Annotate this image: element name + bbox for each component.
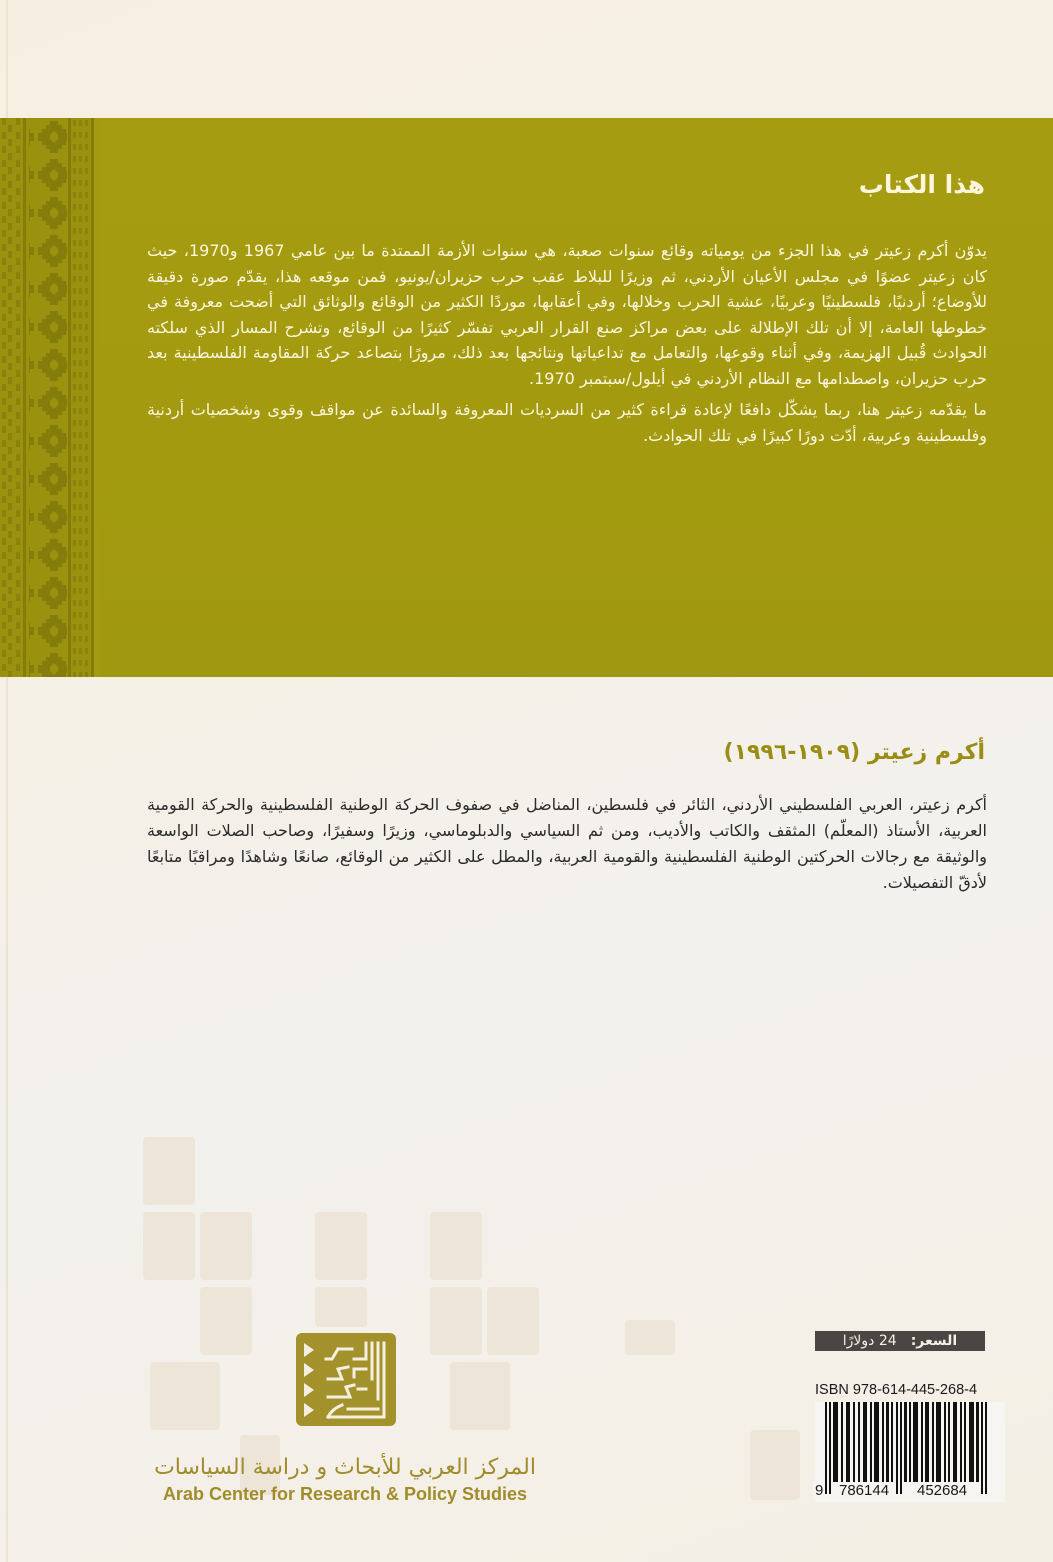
publisher-name-arabic: المركز العربي للأبحاث و دراسة السياسات [154, 1455, 536, 1480]
decorative-square [430, 1212, 482, 1280]
embroidery-pattern-icon [0, 118, 100, 677]
isbn-text: ISBN 978-614-445-268-4 [815, 1382, 978, 1398]
author-bio [147, 792, 987, 896]
decorative-square [430, 1287, 482, 1355]
decorative-square [450, 1362, 510, 1430]
about-book-title: هذا الكتاب [858, 170, 985, 199]
about-book-text [147, 238, 987, 454]
barcode-digits-left: 786144 [839, 1482, 890, 1499]
author-title: أكرم زعيتر (١٩٠٩-١٩٩٦) [723, 740, 985, 765]
triangle-icon [304, 1383, 314, 1397]
publisher-logo [296, 1333, 396, 1426]
barcode-digits-right: 452684 [917, 1482, 968, 1499]
price-title: السعر: [910, 1333, 958, 1349]
logo-calligraphy-icon [324, 1339, 388, 1421]
price-label [815, 1331, 985, 1351]
price-value: 24 دولارًا [842, 1333, 897, 1349]
decorative-square [315, 1212, 367, 1280]
decorative-square [200, 1287, 252, 1355]
embroidery-pattern-strip [0, 118, 100, 677]
isbn-barcode [815, 1402, 1005, 1502]
publisher-name-english: Arab Center for Research & Policy Studies [162, 1484, 528, 1504]
decorative-square [750, 1430, 800, 1500]
about-book-paragraph: يدوّن أكرم زعيتر في هذا الجزء من يومياته وقائع سنوات صعبة، هي سنوات الأزمة الممتدة ما بين عامي 1967 و1970، حيث كان زعيتر عضوًا في مجلس الأعيان الأردني، ثم وزيرًا للبلاط عقب حرب حزيران/يونيو، فمن موقعه هذا، يقدّم صورة دقيقة للأوضاع؛ أردنيًا، فلسطينيًا وعربيًا، عشية الحرب وخلالها، وفي أعقابها، موردًا الكثير من الوقائع والوثائق التي أضحت معروفة في خطوطها العامة، إلا أن تلك الإطلالة على بعض مراكز صنع القرار العربي تفسّر كثيرًا من الوقائع، وتشرح المسار الذي سلكته الحوادث قُبيل الهزيمة، وفي أثناء وقوعها، والتعامل مع تداعياتها ونتائجها بعد ذلك، مرورًا بتصاعد حركة المقاومة الفلسطينية بعد حرب حزيران، واصطدامها مع النظام الأردني في أيلول/سبتمبر 1970. [147, 241, 987, 388]
decorative-square [150, 1362, 220, 1430]
about-book-paragraph: ما يقدّمه زعيتر هنا، ربما يشكّل دافعًا لإعادة قراءة كثير من السرديات المعروفة والسائدة عن مواقف وقوى وشخصيات أردنية وفلسطينية وعربية، أدّت دورًا كبيرًا في تلك الحوادث. [147, 400, 987, 445]
decorative-square [487, 1287, 539, 1355]
barcode-digit-first: 9 [815, 1482, 824, 1499]
triangle-icon [304, 1343, 314, 1357]
triangle-icon [304, 1363, 314, 1377]
triangle-icon [304, 1403, 314, 1417]
decorative-square [315, 1287, 367, 1327]
decorative-square [143, 1212, 195, 1280]
decorative-square [625, 1320, 675, 1355]
author-bio-paragraph: أكرم زعيتر، العربي الفلسطيني الأردني، الثائر في فلسطين، المناضل في صفوف الحركة الوطنية الفلسطينية والحركة القومية العربية، الأستاذ (المعلّم) المثقف والكاتب والأديب، ومن ثم السياسي والدبلوماسي، وزيرًا وسفيرًا، وصاحب الصلات الواسعة والوثيقة مع رجالات الحركتين الوطنية الفلسطينية والقومية العربية، والمطل على الكثير من الوقائع، صانعًا وشاهدًا ومراقبًا متابعًا لأدقّ التفصيلات. [147, 795, 987, 892]
decorative-square [200, 1212, 252, 1280]
decorative-square [143, 1137, 195, 1205]
